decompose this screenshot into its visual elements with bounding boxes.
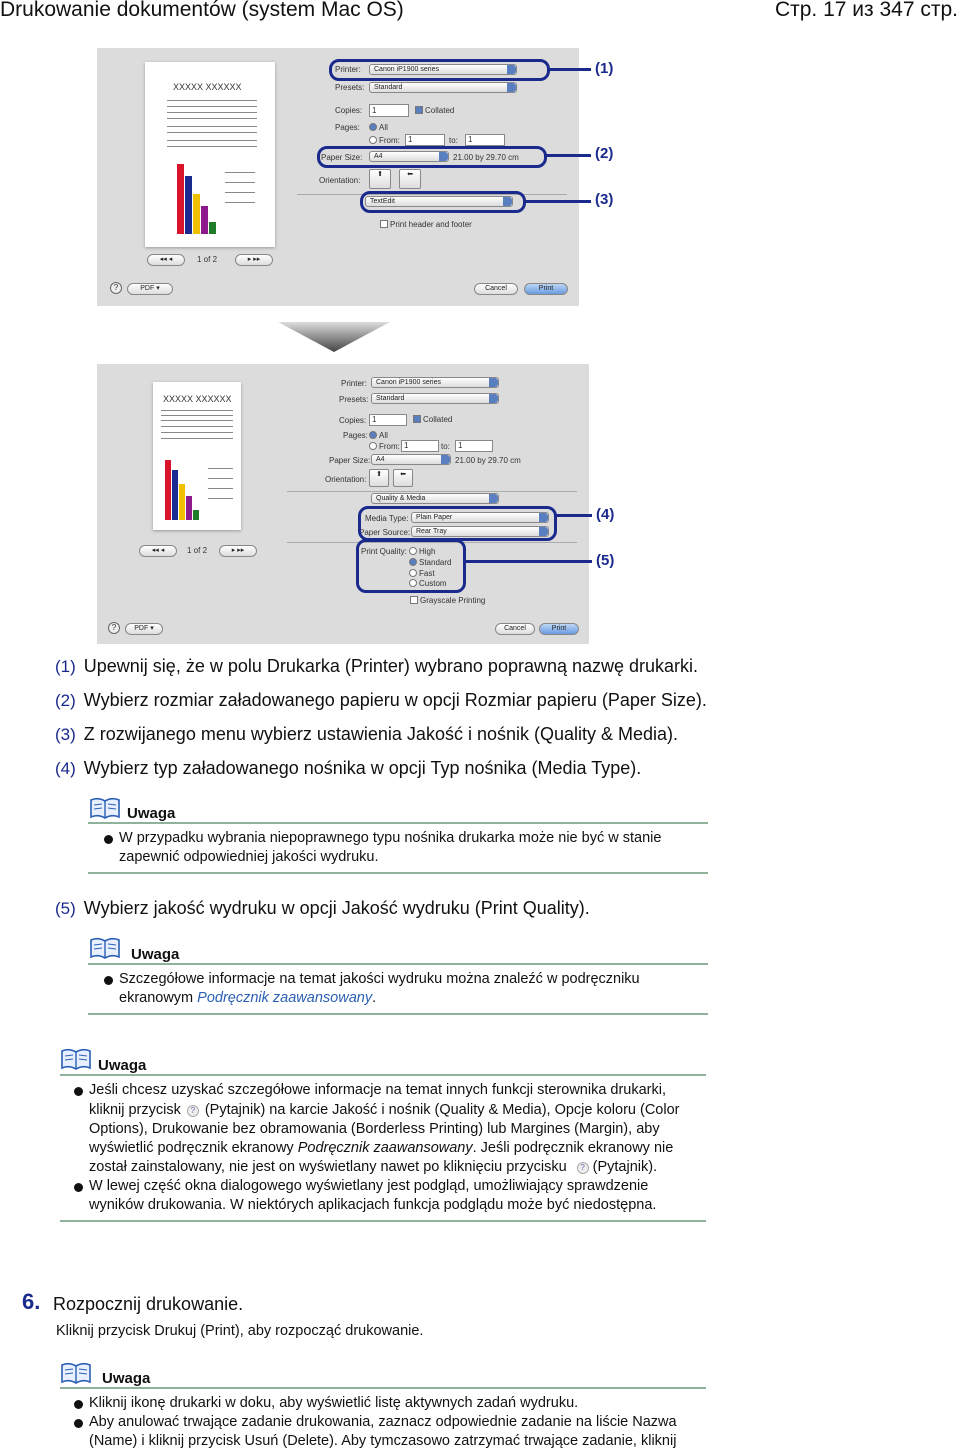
print-button[interactable]: Print [524, 283, 568, 295]
note-divider [88, 822, 708, 824]
first-prev-page-button[interactable]: ◂◂ ◂ [139, 545, 177, 557]
landscape-orientation-button[interactable]: ⬅ [393, 469, 413, 487]
bullet [104, 976, 113, 985]
print-preview [153, 382, 241, 530]
note-book-icon [90, 797, 120, 819]
step-3: (3) Z rozwijanego menu wybierz ustawienia Jakość i nośnik (Quality & Media). [55, 724, 679, 744]
from-label: From: [379, 442, 400, 451]
question-mark-icon: ? [187, 1105, 199, 1117]
print-dialog-screenshot-1 [97, 48, 579, 306]
note-book-icon [90, 937, 120, 959]
step-6-desc: Kliknij przycisk Drukuj (Print), aby rozpocząć drukowanie. [56, 1323, 424, 1339]
callout-line-4 [555, 514, 592, 517]
print-header-label: Print header and footer [390, 220, 472, 229]
printer-select[interactable]: Canon iP1900 series [369, 64, 517, 75]
bullet [74, 1183, 83, 1192]
collated-checkbox[interactable] [413, 415, 421, 423]
portrait-orientation-button[interactable]: ⬆ [369, 469, 389, 487]
callout-label-3: (3) [595, 191, 614, 208]
note2-line2: ekranowym Podręcznik zaawansowany. [119, 990, 377, 1006]
paper-source-select[interactable]: Rear Tray [411, 526, 549, 537]
grayscale-label: Grayscale Printing [420, 596, 486, 605]
orientation-label: Orientation: [319, 176, 361, 185]
pages-all-label: All [379, 431, 388, 440]
pages-label: Pages: [343, 431, 368, 440]
note-title: Uwaga [131, 946, 180, 963]
print-header-checkbox[interactable] [380, 220, 388, 228]
advanced-guide-link[interactable]: Podręcznik zaawansowany [197, 990, 373, 1006]
help-icon[interactable]: ? [110, 282, 122, 294]
step-6-title: Rozpocznij drukowanie. [53, 1294, 244, 1314]
paper-dims: 21.00 by 29.70 cm [453, 153, 519, 162]
paper-size-label: Paper Size: [329, 456, 371, 465]
paper-size-select[interactable]: A4 [371, 454, 451, 465]
print-dialog-screenshot-2 [97, 364, 589, 644]
presets-select[interactable]: Standard [369, 82, 517, 93]
quality-fast-label: Fast [419, 569, 435, 578]
cancel-button[interactable]: Cancel [474, 283, 518, 295]
note3-b1-l3: Options), Drukowanie bez obramowania (Borderless Printing) lub Margines (Margin), aby [89, 1121, 660, 1137]
callout-line-3 [524, 200, 591, 203]
note3-b1-l5: został zainstalowany, nie jest on wyświetlany nawet po kliknięciu przycisku ? (Pytajnik). [89, 1159, 658, 1175]
orientation-label: Orientation: [325, 475, 367, 484]
to-label: to: [441, 442, 450, 451]
note3-b2-l1: W lewej część okna dialogowego wyświetlany jest podgląd, umożliwiający sprawdzenie [89, 1178, 649, 1194]
portrait-orientation-button[interactable]: ⬆ [369, 169, 391, 189]
note3-b1-l1: Jeśli chcesz uzyskać szczegółowe informacje na temat innych funkcji sterownika drukarki, [89, 1082, 667, 1098]
note-divider [60, 1074, 706, 1076]
print-preview [145, 62, 275, 247]
note-divider [60, 1220, 706, 1222]
callout-label-4: (4) [596, 506, 615, 523]
callout-box-4 [358, 506, 557, 541]
step-2: (2) Wybierz rozmiar załadowanego papieru w opcji Rozmiar papieru (Paper Size). [55, 690, 707, 710]
copies-label: Copies: [335, 106, 363, 115]
paper-dims: 21.00 by 29.70 cm [455, 456, 521, 465]
callout-line-2 [545, 154, 591, 157]
page-count: 1 of 2 [187, 546, 208, 555]
note-divider [88, 1013, 708, 1015]
note4-b2-l1: Aby anulować trwające zadanie drukowania, zaznacz odpowiednie zadanie na liście Nazwa [89, 1414, 677, 1430]
preview-title: XXXXX XXXXXX [173, 82, 242, 92]
quality-standard-label: Standard [419, 558, 452, 567]
copies-label: Copies: [339, 416, 367, 425]
bullet [74, 1087, 83, 1096]
pdf-button[interactable]: PDF ▾ [125, 623, 163, 635]
step-6-number: 6. [22, 1289, 41, 1314]
note-title: Uwaga [98, 1057, 147, 1074]
callout-box-1 [329, 59, 550, 81]
to-label: to: [449, 136, 458, 145]
page-count: 1 of 2 [197, 255, 218, 264]
quality-high-label: High [419, 547, 436, 556]
landscape-orientation-button[interactable]: ⬅ [399, 169, 421, 189]
bullet [104, 835, 113, 844]
note3-b1-l2: kliknij przycisk ? (Pytajnik) na karcie Jakość i nośnik (Quality & Media), Opcje koloru (Color [89, 1102, 680, 1118]
collated-label: Collated [423, 415, 453, 424]
paper-source-label: Paper Source: [359, 528, 411, 537]
collated-label: Collated [425, 106, 455, 115]
callout-line-5 [464, 560, 592, 563]
from-field[interactable]: 1 [405, 134, 445, 146]
next-last-page-button[interactable]: ▸ ▸▸ [235, 254, 273, 266]
note-divider [88, 963, 708, 965]
first-prev-page-button[interactable]: ◂◂ ◂ [147, 254, 185, 266]
note2-line1: Szczegółowe informacje na temat jakości wydruku można znaleźć w podręczniku [119, 971, 640, 987]
note-book-icon [61, 1048, 91, 1070]
note4-b1: Kliknij ikonę drukarki w doku, aby wyświetlić listę aktywnych zadań wydruku. [89, 1395, 579, 1411]
presets-select[interactable]: Standard [371, 393, 499, 404]
callout-label-5: (5) [596, 552, 615, 569]
down-arrow-icon [278, 322, 390, 352]
note3-b1-l4: wyświetlić podręcznik ekranowy Podręcznik zaawansowany. Jeśli podręcznik ekranowy nie [89, 1140, 674, 1156]
preview-bar-chart [173, 154, 218, 234]
preview-title: XXXXX XXXXXX [163, 394, 232, 404]
preview-bar-chart [163, 452, 203, 520]
callout-box-3 [360, 191, 526, 213]
next-last-page-button[interactable]: ▸ ▸▸ [219, 545, 257, 557]
pages-all-radio[interactable] [369, 123, 377, 131]
grayscale-checkbox[interactable] [410, 596, 418, 604]
to-field[interactable]: 1 [465, 134, 505, 146]
paper-size-select[interactable]: A4 [369, 151, 449, 162]
page-indicator: Стр. 17 из 347 стр. [774, 0, 958, 21]
callout-label-2: (2) [595, 145, 614, 162]
cancel-button[interactable]: Cancel [495, 623, 535, 635]
from-field[interactable]: 1 [401, 440, 439, 452]
note-divider [60, 1387, 706, 1389]
step-5: (5) Wybierz jakość wydruku w opcji Jakość wydruku (Print Quality). [55, 898, 590, 918]
presets-label: Presets: [335, 83, 365, 92]
bullet [74, 1419, 83, 1428]
note-title: Uwaga [127, 805, 176, 822]
note1-line1: W przypadku wybrania niepoprawnego typu nośnika drukarka może nie być w stanie [119, 830, 662, 846]
note-book-icon [61, 1362, 91, 1384]
pages-from-radio[interactable] [369, 442, 377, 450]
printer-label: Printer: [341, 379, 367, 388]
step-1: (1) Upewnij się, że w polu Drukarka (Printer) wybrano poprawną nazwę drukarki. [55, 656, 699, 676]
question-mark-icon: ? [577, 1162, 589, 1174]
note4-b2-l2: (Name) i kliknij przycisk Usuń (Delete). Aby tymczasowo zatrzymać trwające zadanie, kliknij [89, 1433, 677, 1449]
help-icon[interactable]: ? [108, 622, 120, 634]
note3-b2-l2: wyników drukowania. W niektórych aplikacjach funkcja podglądu może być niedostępna. [89, 1197, 657, 1213]
collated-checkbox[interactable] [415, 106, 423, 114]
copies-field[interactable]: 1 [369, 104, 409, 117]
printer-select[interactable]: Canon iP1900 series [371, 377, 499, 388]
presets-label: Presets: [339, 395, 369, 404]
app-menu-select[interactable]: Quality & Media [371, 493, 499, 504]
media-type-label: Media Type: [365, 514, 409, 523]
callout-label-1: (1) [595, 60, 614, 77]
quality-custom-label: Custom [419, 579, 447, 588]
callout-line-1 [549, 68, 591, 71]
copies-field[interactable]: 1 [369, 414, 407, 426]
note1-line2: zapewnić odpowiedniej jakości wydruku. [119, 849, 379, 865]
pdf-button[interactable]: PDF ▾ [127, 283, 173, 295]
from-label: From: [379, 136, 400, 145]
callout-box-5 [356, 539, 466, 593]
doc-title: Drukowanie dokumentów (system Mac OS) [0, 0, 404, 21]
bullet [74, 1400, 83, 1409]
print-quality-label: Print Quality: [361, 547, 407, 556]
pages-all-label: All [379, 123, 388, 132]
note-title: Uwaga [102, 1370, 151, 1387]
callout-box-2 [317, 146, 547, 168]
pages-all-radio[interactable] [369, 431, 377, 439]
note-divider [88, 872, 708, 874]
printer-label: Printer: [335, 65, 361, 74]
to-field[interactable]: 1 [455, 440, 493, 452]
pages-label: Pages: [335, 123, 360, 132]
app-menu-select[interactable]: TextEdit [365, 196, 513, 207]
pages-from-radio[interactable] [369, 136, 377, 144]
print-button[interactable]: Print [539, 623, 579, 635]
paper-size-label: Paper Size: [321, 153, 363, 162]
step-4: (4) Wybierz typ załadowanego nośnika w opcji Typ nośnika (Media Type). [55, 758, 642, 778]
media-type-select[interactable]: Plain Paper [411, 512, 549, 523]
